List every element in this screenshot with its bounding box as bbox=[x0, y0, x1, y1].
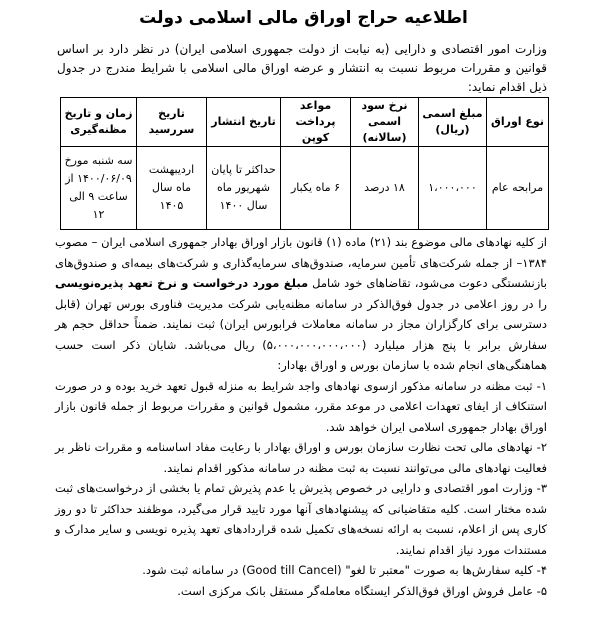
cell-quote-time: سه شنبه مورخ ۱۴۰۰/۰۶/۰۹ از ساعت ۹ الی ۱۲ bbox=[61, 147, 137, 230]
bond-terms-table bbox=[60, 97, 549, 230]
cell-issue-date: حداکثر تا پایان شهریور ماه سال ۱۴۰۰ bbox=[207, 147, 281, 230]
cell-maturity-date: اردیبهشت ماه سال ۱۴۰۵ bbox=[137, 147, 207, 230]
cell-coupon-schedule: ۶ ماه یکبار bbox=[281, 147, 351, 230]
header-quote-time: زمان و تاریخ مظنه‌گیری bbox=[61, 98, 137, 147]
header-face-value: مبلغ اسمی (ریال) bbox=[419, 98, 487, 147]
announcement-body bbox=[55, 232, 547, 601]
header-bond-type: نوع اوراق bbox=[487, 98, 549, 147]
main-paragraph-start: از کلیه نهادهای مالی موضوع بند (۲۱) ماده (۱) قانون بازار اوراق بهادار جمهوری اسلامی ایران – مصوب ۱۳۸۴– از جمله شرکت‌های تأمین سرمایه، صندوق‌های سرمایه‌گذاری و شرکت‌های بیمه‌ای و صندوق‌های بازنشستگی دعوت می‌شود، تقاضاهای خود شامل bbox=[55, 235, 547, 290]
main-paragraph-bold: مبلغ مورد درخواست و نرخ تعهد پذیره‌نویسی bbox=[55, 276, 309, 290]
table-row bbox=[61, 147, 549, 230]
main-paragraph-end: را در روز اعلامی در جدول فوق‌الذکر در سامانه مظنه‌یابی شرکت مدیریت فناوری بورس تهران (قابل دسترسی برای کارگزاران مجاز در سامانه معاملات فرابورس ایران) ثبت نمایند. ضمناً حداقل حجم هر سفارش برابر با پنج هزار میلیارد (۵،۰۰۰،۰۰۰،۰۰۰،۰۰۰) ریال می‌باشد. شایان ذکر است حسب هماهنگی‌های انجام شده با سازمان بورس و اوراق بهادار: bbox=[55, 296, 547, 372]
list-item: ۳- وزارت امور اقتصادی و دارایی در خصوص پذیرش یا عدم پذیرش تمام یا بخشی از درخواست‌های ثبت شده مختار است. کلیه متقاضیانی که پیشنهادهای آنها مورد تایید قرار می‌گیرد، موظفند حداکثر تا دو روز کاری پس از اعلام، نسبت به ارائه نسخه‌های تکمیل شده قراردادهای تعهد پذیره نویسی و سایر مدارک و مستندات مورد نیاز اقدام نمایند. bbox=[55, 481, 547, 557]
main-paragraph bbox=[55, 232, 547, 376]
header-interest-rate: نرخ سود اسمی (سالانه) bbox=[351, 98, 419, 147]
header-issue-date: تاریخ انتشار bbox=[207, 98, 281, 147]
intro-paragraph: وزارت امور اقتصادی و دارایی (به نیابت از دولت جمهوری اسلامی ایران) در نظر دارد بر اساس قوانین و مقررات مربوط نسبت به انتشار و عرضه اوراق مالی اسلامی با شرایط مندرج در جدول ذیل اقدام نماید: bbox=[57, 42, 547, 94]
cell-face-value: ۱،۰۰۰،۰۰۰ bbox=[419, 147, 487, 230]
list-item: ۲- نهادهای مالی تحت نظارت سازمان بورس و اوراق بهادار با رعایت مفاد اساسنامه و مقررات ناظر بر فعالیت نهادهای مالی می‌توانند نسبت به ثبت مظنه در سامانه مذکور اقدام نمایند. bbox=[55, 440, 547, 475]
page-title: اطلاعیه حراج اوراق مالی اسلامی دولت bbox=[139, 8, 468, 28]
list-item: ۴- کلیه سفارش‌ها به صورت "معتبر تا لغو" (Good till Cancel) در سامانه ثبت شود. bbox=[142, 563, 547, 577]
list-item: ۱- ثبت مظنه در سامانه مذکور ازسوی نهادهای واجد شرایط به منزله قبول تعهد خرید بوده و در صورت استنکاف از ایفای تعهدات اعلامی در موعد مقرر، مشمول قوانین و مقررات مربوط از جمله قانون بازار اوراق بهادار جمهوری اسلامی ایران خواهد شد. bbox=[55, 378, 547, 434]
list-item: ۵- عامل فروش اوراق فوق‌الذکر ایستگاه معامله‌گر مستقل بانک مرکزی است. bbox=[177, 583, 547, 598]
header-maturity-date: تاریخ سررسید bbox=[137, 98, 207, 147]
header-coupon-schedule: مواعد پرداخت کوپن bbox=[281, 98, 351, 147]
table-header-row bbox=[61, 98, 549, 147]
cell-bond-type: مرابحه عام bbox=[487, 147, 549, 230]
cell-interest-rate: ۱۸ درصد bbox=[351, 147, 419, 230]
